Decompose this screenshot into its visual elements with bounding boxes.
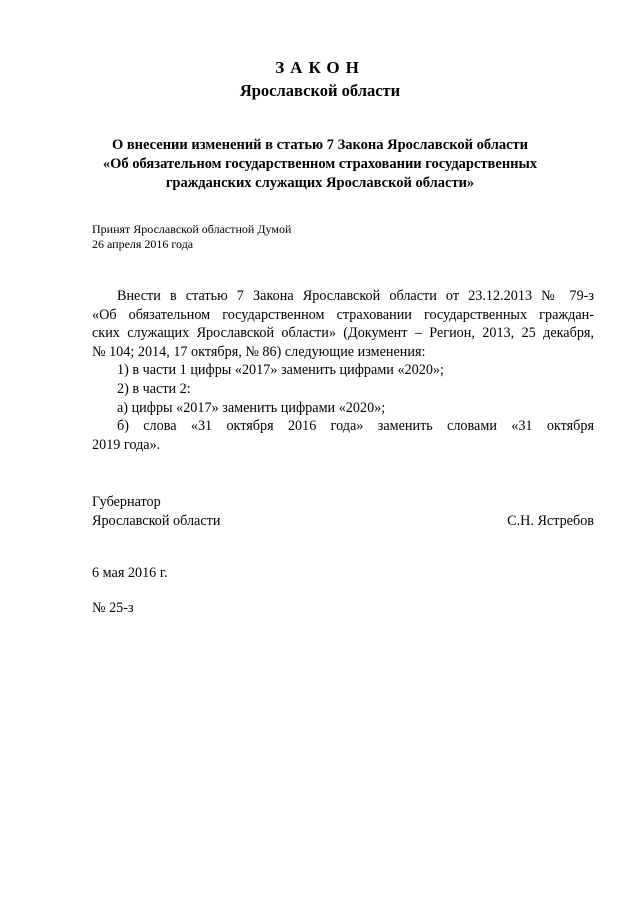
subject-line-2: «Об обязательном государственном страховании государственных [102,156,538,172]
body-paragraph-line-3: ских служащих Ярославской области» (Документ – Регион, 2013, 25 декабря, [92,325,594,342]
subject-line-3: гражданских служащих Ярославской области» [165,175,475,191]
document-type-title: ЗАКОН [275,58,365,77]
body-item-2: 2) в части 2: [117,380,191,397]
adoption-note [92,222,291,252]
body-item-2b-line-2: 2019 года». [92,436,161,453]
body-paragraph-line-1: Внести в статью 7 Закона Ярославской области от 23.12.2013 № 79-з [117,288,594,304]
subject-line-1: О внесении изменений в статью 7 Закона Ярославской области [111,137,529,153]
signing-date: 6 мая 2016 г. [92,565,168,581]
body-paragraph-line-4: № 104; 2014, 17 октября, № 86) следующие изменения: [92,343,426,360]
document-region-title: Ярославской области [239,81,401,100]
law-number: № 25-з [92,600,134,616]
adoption-date: 26 апреля 2016 года [92,237,194,251]
law-subject-title [0,136,640,193]
signature-row [92,512,594,531]
body-item-1: 1) в части 1 цифры «2017» заменить цифрами «2020»; [117,362,444,379]
signature-block [92,493,594,531]
body-paragraph-line-2: «Об обязательном государственном страховании государственных граждан- [92,306,594,323]
body-item-2b-line-1: б) слова «31 октября 2016 года» заменить словами «31 октября [117,418,594,435]
law-body [92,287,594,454]
signatory-title-line-1: Губернатор [92,494,161,510]
body-item-2a: а) цифры «2017» заменить цифрами «2020»; [117,399,386,416]
adoption-by: Принят Ярославской областной Думой [92,222,292,236]
signatory-title-line-2: Ярославской области [92,513,221,529]
signatory-name: С.Н. Ястребов [507,513,594,529]
